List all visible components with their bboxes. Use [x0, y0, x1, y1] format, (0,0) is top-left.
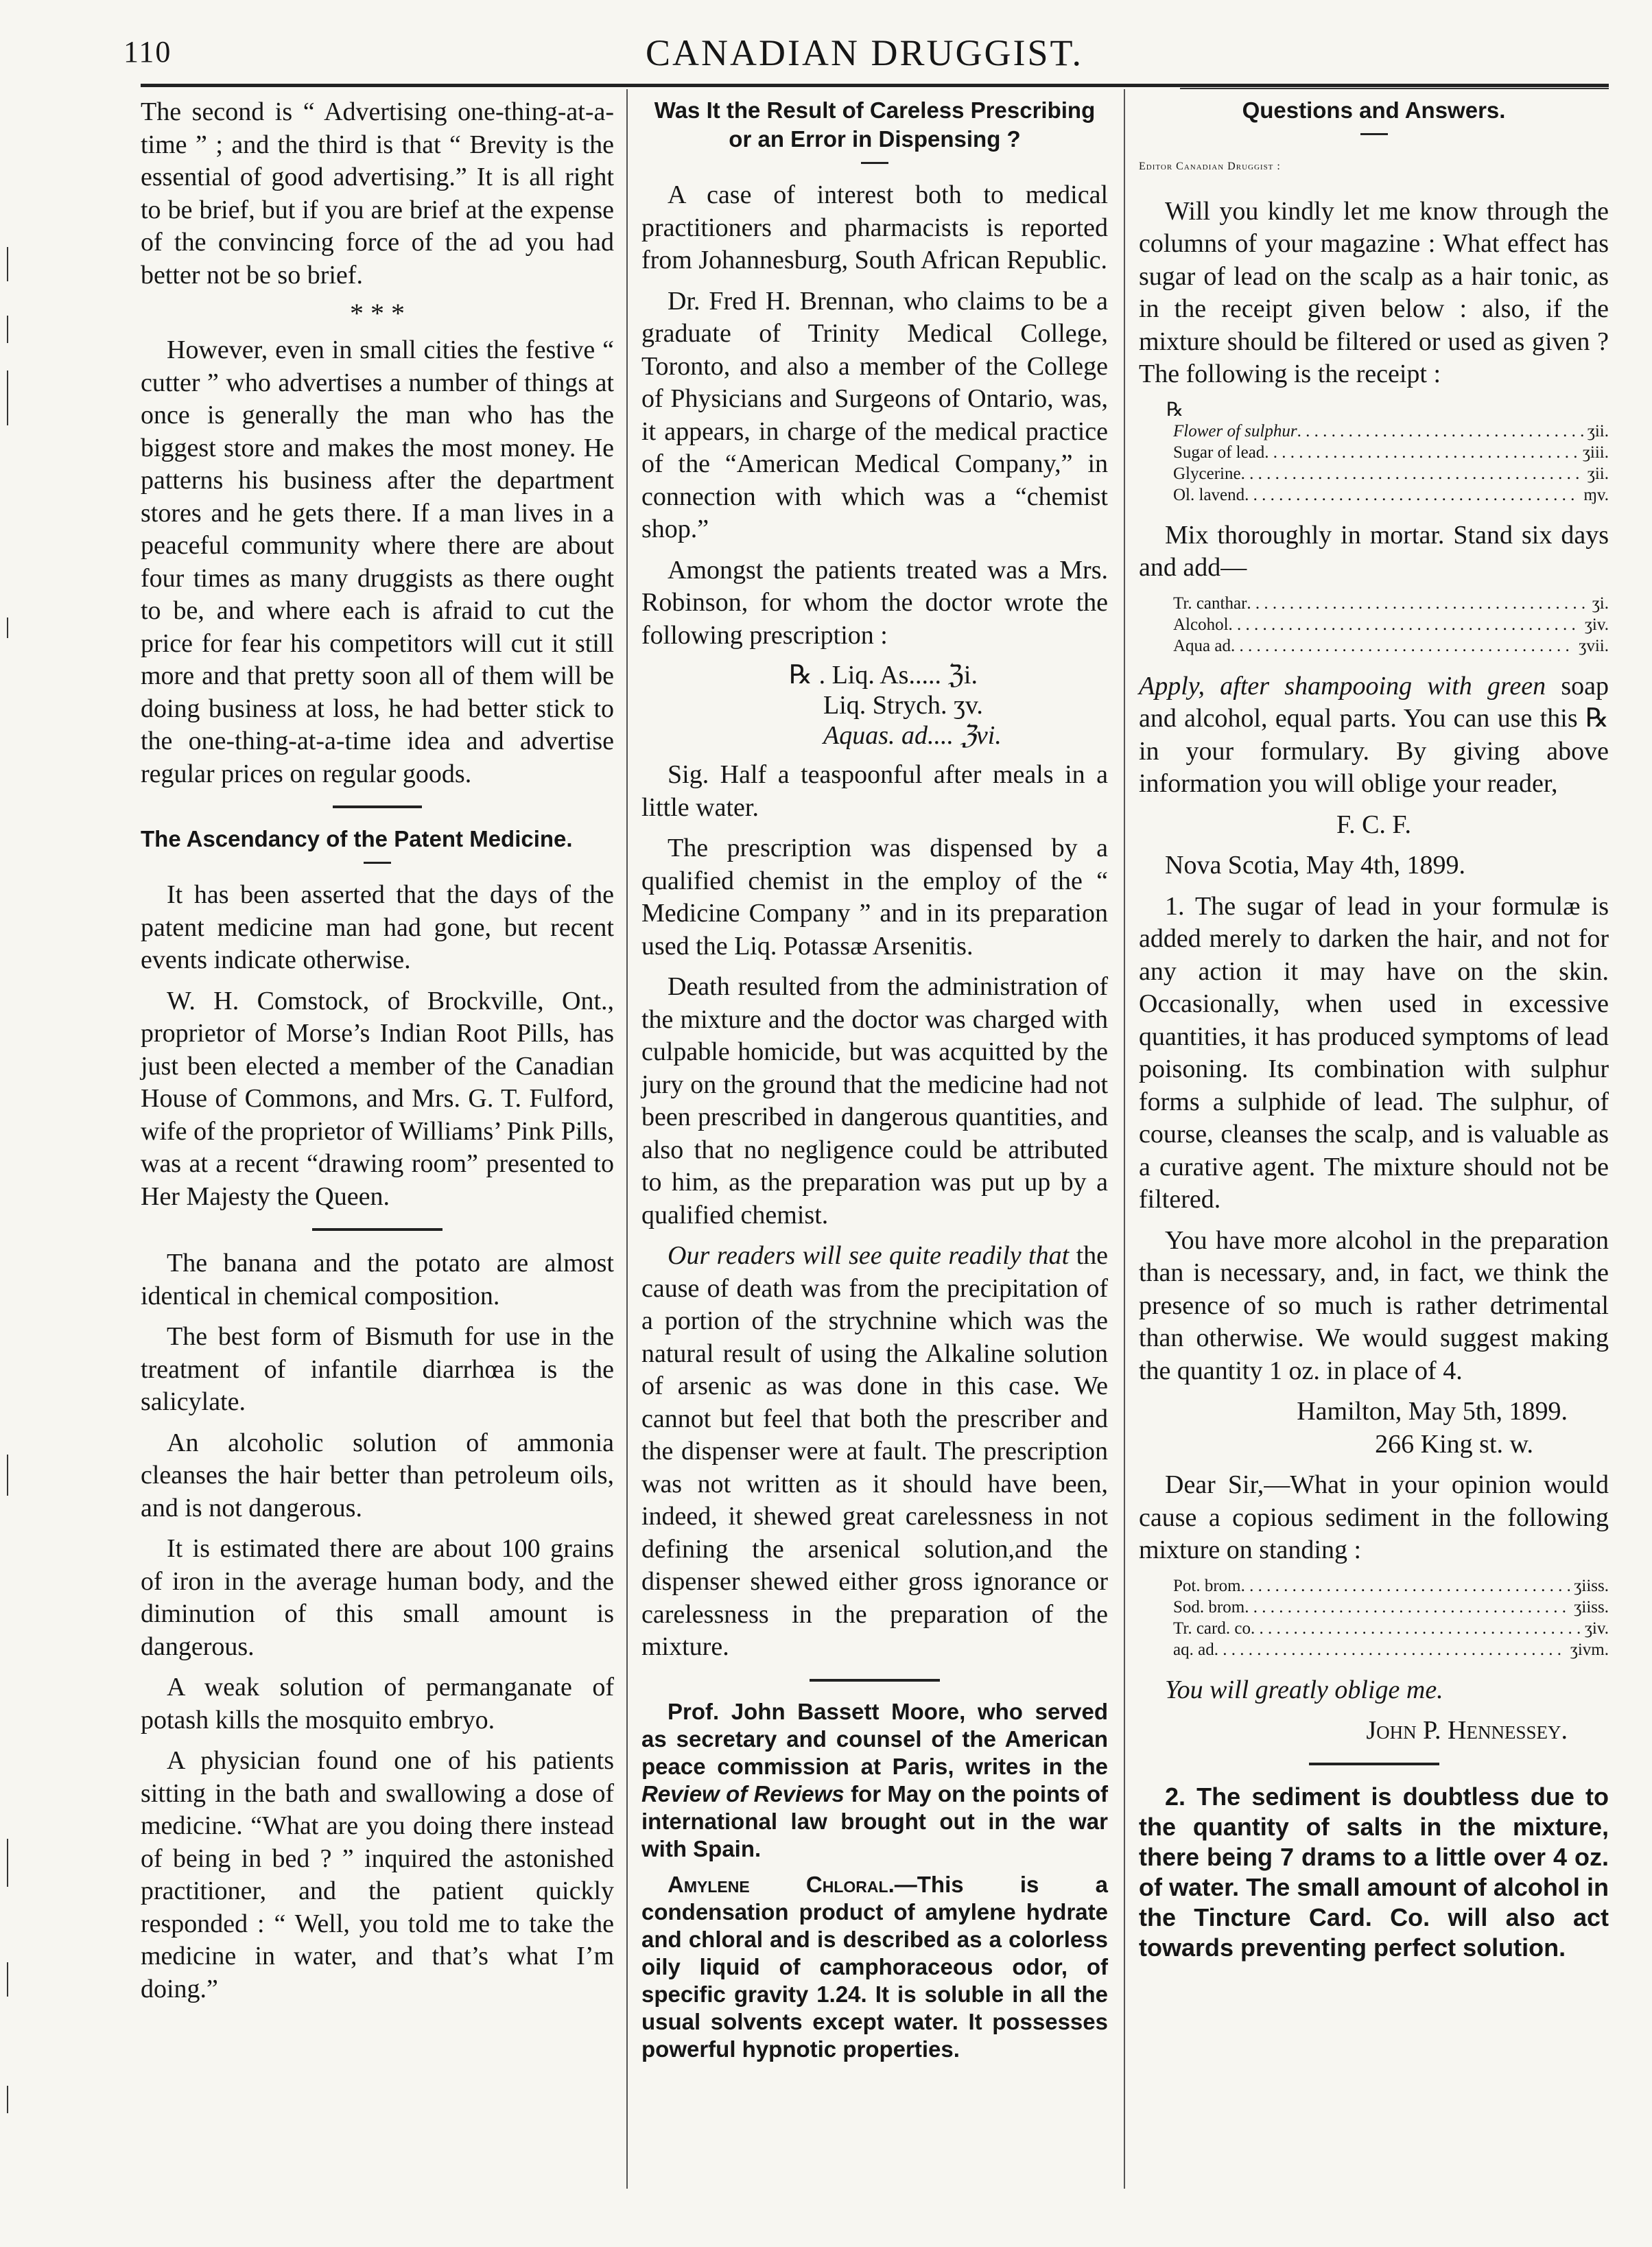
paragraph: Prof. John Bassett Moore, who served as secretary and counsel of the American peace commission at Paris, writes in the Review of Reviews for May on the points of international law brought out in the war with Spain. [641, 1698, 1109, 1861]
paragraph: It has been asserted that the days of the patent medicine man had gone, but recent events indicate otherwise. [141, 880, 614, 974]
recipe-quantity: ʒiii. [1582, 443, 1609, 462]
column-right [1139, 96, 1609, 1971]
recipe-item: aq. ad [1173, 1640, 1214, 1659]
recipe-quantity: ʒi. [1592, 593, 1609, 613]
recipe-item: Flower of sulphur [1173, 421, 1297, 440]
recipe-item: Pot. brom [1173, 1576, 1241, 1595]
recipe-item: Ol. lavend [1173, 485, 1245, 504]
leader-dots [1214, 1639, 1566, 1660]
paragraph: It is estimated there are about 100 grains of iron in the average human body, and the diminution of this small amount is dangerous. [141, 1534, 614, 1661]
recipe-line [1173, 484, 1609, 506]
leader-dots [1244, 1597, 1570, 1618]
leader-dots [1247, 593, 1588, 614]
heading-dash [1360, 133, 1388, 135]
dateline: Nova Scotia, May 4th, 1899. [1165, 851, 1466, 880]
paragraph: The best form of Bismuth for use in the treatment of infantile diarrhœa is the salicylate. [141, 1322, 614, 1416]
leader-dots [1241, 1575, 1570, 1597]
section-rule [312, 1228, 442, 1231]
recipe-item: Sugar of lead [1173, 443, 1265, 462]
paragraph: The prescription was dispensed by a qualified chemist in the employ of the “ Medicine Company ” and in its preparation used the Liq. Potassæ Arsenitis. [641, 834, 1108, 961]
italic-text: Review of Reviews [641, 1780, 845, 1807]
recipe-item: Aqua ad [1173, 636, 1231, 655]
prescription-line: ℞ . Liq. As..... ℨi. [789, 661, 978, 690]
column-divider [626, 89, 628, 2189]
recipe-item: Sod. brom [1173, 1597, 1245, 1616]
recipe-1 [1166, 399, 1609, 506]
recipe-list [1173, 1575, 1609, 1660]
paragraph: Dr. Fred H. Brennan, who claims to be a graduate of Trinity Medical College, Toronto, and also a member of the College of Physicians and Surgeons of Ontario, was, it appears, in charge of the medical practice of the “American Medical Company,” in connection with which was a “chemist shop.” [641, 286, 1108, 543]
recipe-list [1173, 421, 1609, 506]
signature: F. C. F. [1336, 810, 1412, 839]
column-left [141, 96, 614, 2014]
small-caps-text: Amylene Chloral. [668, 1871, 895, 1897]
column-divider [1124, 89, 1125, 2189]
leader-dots [1244, 484, 1579, 506]
street-address: 266 King st. w. [1375, 1429, 1533, 1459]
paragraph: An alcoholic solution of ammonia cleanses the hair better than petroleum oils, and is not dangerous. [141, 1428, 614, 1522]
page-number: 110 [123, 35, 172, 69]
italic-text: Our readers will see quite readily that [668, 1241, 1070, 1270]
leader-dots [1251, 1618, 1581, 1639]
recipe-quantity: ʒiiss. [1574, 1576, 1609, 1595]
dateline: Hamilton, May 5th, 1899. [1297, 1397, 1568, 1426]
prescription [789, 660, 1108, 751]
paragraph: A physician found one of his patients sitting in the bath and swallowing a dose of medicine. “What are you doing there instead of being in bed ? ” inquired the astonished practitioner, and the patient quickly responded : “ Well, you told me to take the medicine in water, and that’s what I’m doing.” [141, 1746, 614, 2003]
article-heading: Questions and Answers. [1242, 97, 1506, 123]
article-heading: Was It the Result of Careless Prescribing or an Error in Dispensing ? [654, 97, 1096, 152]
paragraph: Will you kindly let me know through the columns of your magazine : What effect has sugar of lead on the scalp as a hair tonic, as in the receipt given below : also, if the mixture should be filtered or used as given ? The following is the receipt : [1139, 196, 1609, 388]
leader-dots [1264, 442, 1579, 463]
header-rule-secondary [1180, 88, 1609, 89]
recipe-quantity: ʒiv. [1584, 1619, 1609, 1638]
recipe-item: Glycerine [1173, 464, 1241, 483]
recipe-line [1173, 593, 1609, 614]
page-header [123, 29, 1605, 77]
leader-dots [1231, 635, 1574, 657]
recipe-item: Alcohol [1173, 615, 1229, 634]
recipe-line [1173, 421, 1609, 442]
recipe-line [1173, 463, 1609, 484]
running-head: CANADIAN DRUGGIST. [646, 32, 1083, 73]
paragraph: W. H. Comstock, of Brockville, Ont., proprietor of Morse’s Indian Root Pills, has just been elected a member of the Canadian House of Commons, and Mrs. G. T. Fulford, wife of the proprietor of Williams’ Pink Pills, was at a recent “drawing room” presented to Her Majesty the Queen. [141, 986, 614, 1211]
recipe-line [1173, 635, 1609, 657]
recipe-quantity: ʒii. [1587, 464, 1609, 483]
paragraph: Death resulted from the administration of the mixture and the doctor was charged with culpable homicide, but was acquitted by the jury on the ground that the medicine had not been prescribed in dangerous quantities, and also that no negligence could be attributed to him, as the preparation was put up by a qualified chemist. [641, 972, 1108, 1230]
paragraph: You have more alcohol in the preparation than is necessary, and, in fact, we think the presence of so much is rather detrimental than otherwise. We would suggest making the quantity 1 oz. in place of 4. [1139, 1225, 1609, 1385]
paragraph: A case of interest both to medical practitioners and pharmacists is reported from Johannesburg, South African Republic. [641, 180, 1108, 274]
paragraph: The second is “ Advertising one-thing-at-a-time ” ; and the third is that “ Brevity is the essential of good advertising.” It is all right to be brief, but if you are brief at the expense of the convincing force of the ad you had better not be so brief. [141, 97, 614, 290]
leader-dots [1297, 421, 1583, 442]
leader-dots [1241, 463, 1583, 484]
recipe-3 [1173, 1575, 1609, 1660]
paragraph: Mix thoroughly in mortar. Stand six days and add— [1139, 520, 1609, 582]
heading-dash [861, 162, 888, 164]
paragraph: Amylene Chloral.—This is a condensation product of amylene hydrate and chloral and is described as a colorless oily liquid of camphoraceous odor, of specific gravity 1.24. It is soluble in all the usual solvents except water. It possesses powerful hypnotic properties. [641, 1871, 1108, 2062]
recipe-2 [1173, 593, 1609, 657]
recipe-line [1173, 614, 1609, 635]
prescription-line: Liq. Strych. ʒv. [823, 691, 983, 720]
section-rule [810, 1679, 940, 1682]
address-line: Editor Canadian Druggist : [1139, 161, 1281, 172]
italic-text: Apply, after shampooing with green [1139, 671, 1546, 701]
recipe-quantity: ʒiv. [1584, 615, 1609, 634]
margin-marks [0, 206, 21, 2196]
header-rule [141, 84, 1609, 87]
prescription-line: Aquas. ad.... ℨvi. [823, 721, 1002, 750]
recipe-list [1173, 593, 1609, 657]
paragraph: The banana and the potato are almost identical in chemical composition. [141, 1249, 614, 1310]
recipe-quantity: ʒivm. [1570, 1640, 1609, 1659]
recipe-line [1173, 442, 1609, 463]
recipe-quantity: ʒii. [1587, 421, 1609, 440]
paragraph: Dear Sir,—What in your opinion would cause a copious sediment in the following mixture on standing : [1139, 1470, 1609, 1564]
recipe-quantity: ɱv. [1583, 485, 1609, 504]
leader-dots [1229, 614, 1581, 635]
paragraph: Sig. Half a teaspoonful after meals in a little water. [641, 760, 1108, 822]
paragraph: You will greatly oblige me. [1165, 1675, 1443, 1704]
recipe-line [1173, 1575, 1609, 1597]
recipe-line [1173, 1618, 1609, 1639]
paragraph: Apply, after shampooing with green soap and alcohol, equal parts. You can use this ℞ in your formulary. By giving above information you will oblige your reader, [1139, 671, 1609, 798]
paragraph: Our readers will see quite readily that the cause of death was from the precipitation of a portion of the strychnine which was the natural result of using the Alkaline solution of arsenic as was done in this case. We cannot but feel that both the prescriber and the dispenser were at fault. The prescription was not written as it should have been, indeed, it shewed great carelessness in not defining the arsenical solution,and the dispenser shewed either gross ignorance or carelessness in the preparation of the mixture. [641, 1241, 1109, 1661]
signature: John P. Hennessey. [1366, 1716, 1568, 1745]
recipe-line [1173, 1639, 1609, 1660]
article-heading: The Ascendancy of the Patent Medicine. [141, 826, 573, 851]
paragraph: A weak solution of permanganate of potash kills the mosquito embryo. [141, 1673, 614, 1734]
recipe-line [1173, 1597, 1609, 1618]
heading-dash [364, 862, 391, 864]
paragraph: 1. The sugar of lead in your formulæ is added merely to darken the hair, and not for any action it may have on the skin. Occasionally, when used in excessive quantities, it has produced symptoms of lead poisoning. Its combination with sulphur forms a sulphide of lead. The sulphur, of course, cleanses the scalp, and is valuable as a curative agent. The mixture should not be filtered. [1139, 891, 1609, 1214]
recipe-item: Tr. canthar [1173, 593, 1247, 613]
recipe-item: Tr. card. co [1173, 1619, 1251, 1638]
paragraph: However, even in small cities the festive “ cutter ” who advertises a number of things at once is generally the man who has the biggest store and makes the most money. He patterns his business after the department stores and he gets there. If a man lives in a peaceful community where there are about four times as many druggists as there ought to be, and where each is afraid to cut the price for fear his competitors will cut it still more and that pretty soon all of them will be doing business at loss, he had better stick to the one-thing-at-a-time idea and advertise regular prices on regular goods. [141, 336, 614, 788]
rx-symbol: ℞ [1166, 399, 1184, 421]
section-rule [1309, 1763, 1439, 1765]
recipe-quantity: ʒvii. [1579, 636, 1609, 655]
paragraph: 2. The sediment is doubtless due to the quantity of salts in the mixture, there being 7 drams to a little over 4 oz. of water. The small amount of alcohol in the Tincture Card. Co. will also act towards preventing perfect solution. [1139, 1782, 1609, 1962]
recipe-quantity: ʒiiss. [1574, 1597, 1609, 1616]
section-stars: * * * [350, 298, 405, 329]
section-rule [333, 805, 422, 808]
paragraph: Amongst the patients treated was a Mrs. Robinson, for whom the doctor wrote the following prescription : [641, 555, 1108, 650]
column-middle [641, 96, 1108, 2071]
